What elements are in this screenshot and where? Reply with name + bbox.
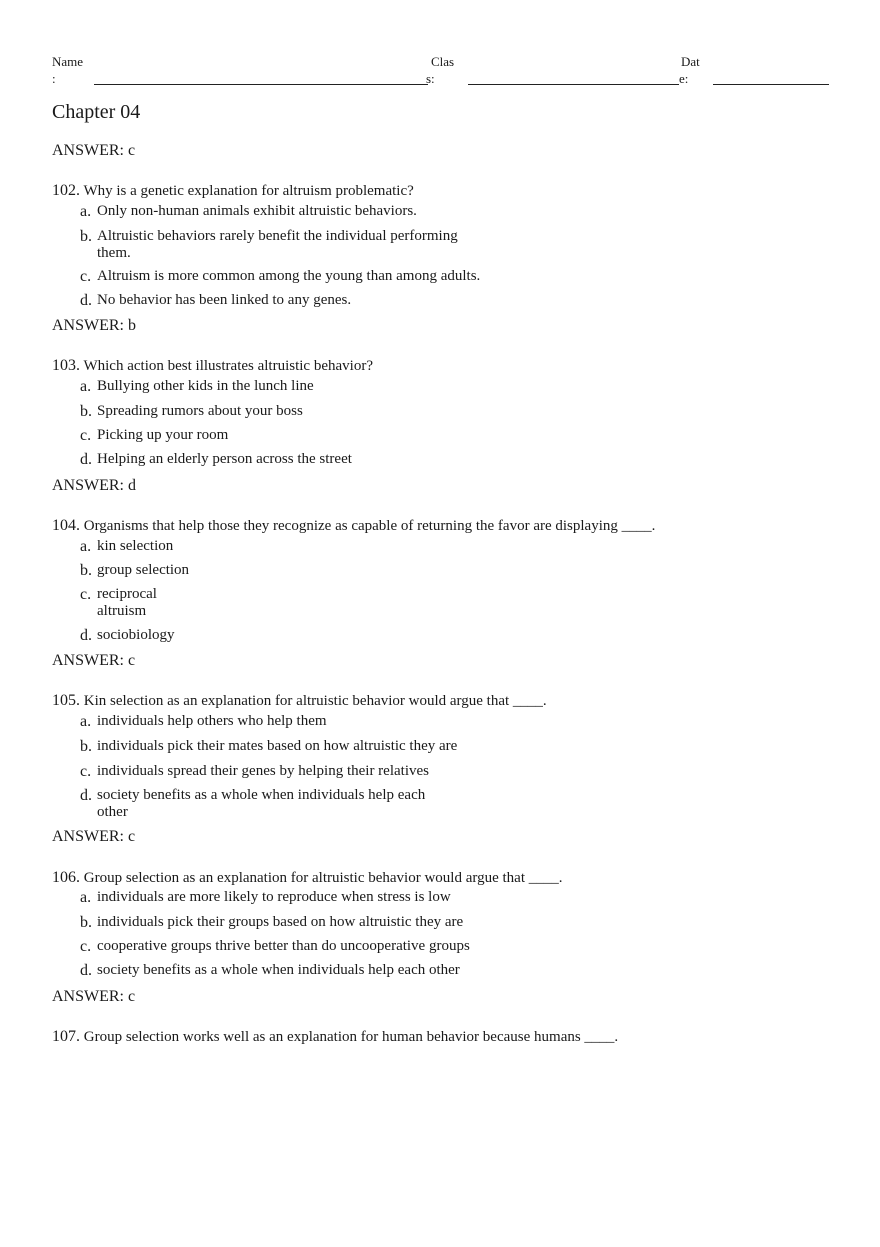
option-letter: d. [80,451,92,468]
option-text: Only non-human animals exhibit altruistic behaviors. [97,203,417,219]
answer-line: ANSWER: d [52,477,136,494]
class-label: Clas [431,54,455,69]
option-text: Helping an elderly person across the street [97,451,352,467]
option-a [80,889,520,907]
option-c [80,268,520,286]
question-text: Which action best illustrates altruistic behavior? [83,358,373,374]
question-number: 103. [52,357,80,374]
option-text: Bullying other kids in the lunch line [97,378,314,394]
option-letter: b. [80,914,92,931]
question-number: 106. [52,869,80,886]
class-line[interactable] [468,84,679,85]
option-letter: b. [80,562,92,579]
question-text: Kin selection as an explanation for altruistic behavior would argue that ____. [83,693,547,709]
option-text: individuals spread their genes by helping their relatives [97,763,429,779]
question-number: 104. [52,517,80,534]
option-letter: a. [80,203,92,220]
name-line[interactable] [94,84,428,85]
option-letter: c. [80,586,92,603]
option-text: individuals pick their groups based on how altruistic they are [97,914,464,930]
option-d [80,451,520,469]
option-letter: c. [80,763,92,780]
option-b [80,228,520,262]
name-label: Name [52,54,84,69]
question-106 [52,869,563,887]
option-a [80,378,520,396]
option-b [80,403,520,421]
option-a [80,713,520,731]
option-d [80,787,520,821]
option-text: sociobiology [97,627,175,643]
option-d [80,962,520,980]
option-letter: b. [80,738,92,755]
option-b [80,914,520,932]
option-text: individuals are more likely to reproduce when stress is low [97,889,451,905]
option-d [80,292,520,310]
option-letter: a. [80,378,92,395]
option-text: group selection [97,562,190,578]
option-letter: a. [80,538,92,555]
option-d [80,627,520,645]
answer-line: ANSWER: c [52,988,136,1005]
option-letter: b. [80,403,92,420]
option-letter: c. [80,938,92,955]
question-text: Organisms that help those they recognize as capable of returning the favor are displaying ____. [83,518,656,534]
option-letter: d. [80,962,92,979]
question-number: 105. [52,692,80,709]
option-b [80,738,520,756]
option-text: society benefits as a whole when individuals help each other [97,962,460,978]
option-b [80,562,520,580]
option-text: individuals help others who help them [97,713,327,729]
option-letter: d. [80,292,92,309]
question-number: 102. [52,182,80,199]
question-102 [52,182,414,200]
option-letter: c. [80,427,92,444]
option-c [80,763,520,781]
name-colon: : [52,71,56,86]
option-text: Picking up your room [97,427,229,443]
question-text: Group selection works well as an explanation for human behavior because humans ____. [83,1029,619,1045]
option-letter: b. [80,228,92,245]
question-107 [52,1028,618,1046]
question-number: 107. [52,1028,80,1045]
date-colon: e: [679,71,689,86]
question-103 [52,357,373,375]
option-c [80,586,520,620]
option-text: individuals pick their mates based on how altruistic they are [97,738,458,754]
option-text: cooperative groups thrive better than do uncooperative groups [97,938,470,954]
date-label: Dat [681,54,700,69]
option-text: Altruistic behaviors rarely benefit the individual performing them. [97,228,458,261]
class-colon: s: [426,71,435,86]
option-text: Altruism is more common among the young than among adults. [97,268,481,284]
option-text: No behavior has been linked to any genes. [97,292,352,308]
option-text: kin selection [97,538,174,554]
option-c [80,427,520,445]
option-letter: c. [80,268,92,285]
answer-line: ANSWER: c [52,652,136,669]
question-text: Why is a genetic explanation for altruism problematic? [83,183,414,199]
option-text: society benefits as a whole when individuals help each other [97,787,426,820]
question-text: Group selection as an explanation for altruistic behavior would argue that ____. [83,870,563,886]
answer-line: ANSWER: c [52,142,136,159]
chapter-title: Chapter 04 [52,101,141,123]
option-text: Spreading rumors about your boss [97,403,303,419]
option-c [80,938,520,956]
date-line[interactable] [713,84,829,85]
option-letter: d. [80,787,92,804]
option-letter: a. [80,889,92,906]
question-105 [52,692,547,710]
option-a [80,203,520,221]
option-letter: d. [80,627,92,644]
option-letter: a. [80,713,92,730]
question-104 [52,517,655,535]
answer-line: ANSWER: c [52,828,136,845]
option-a [80,538,520,556]
answer-line: ANSWER: b [52,317,136,334]
option-text: reciprocal altruism [97,586,157,619]
